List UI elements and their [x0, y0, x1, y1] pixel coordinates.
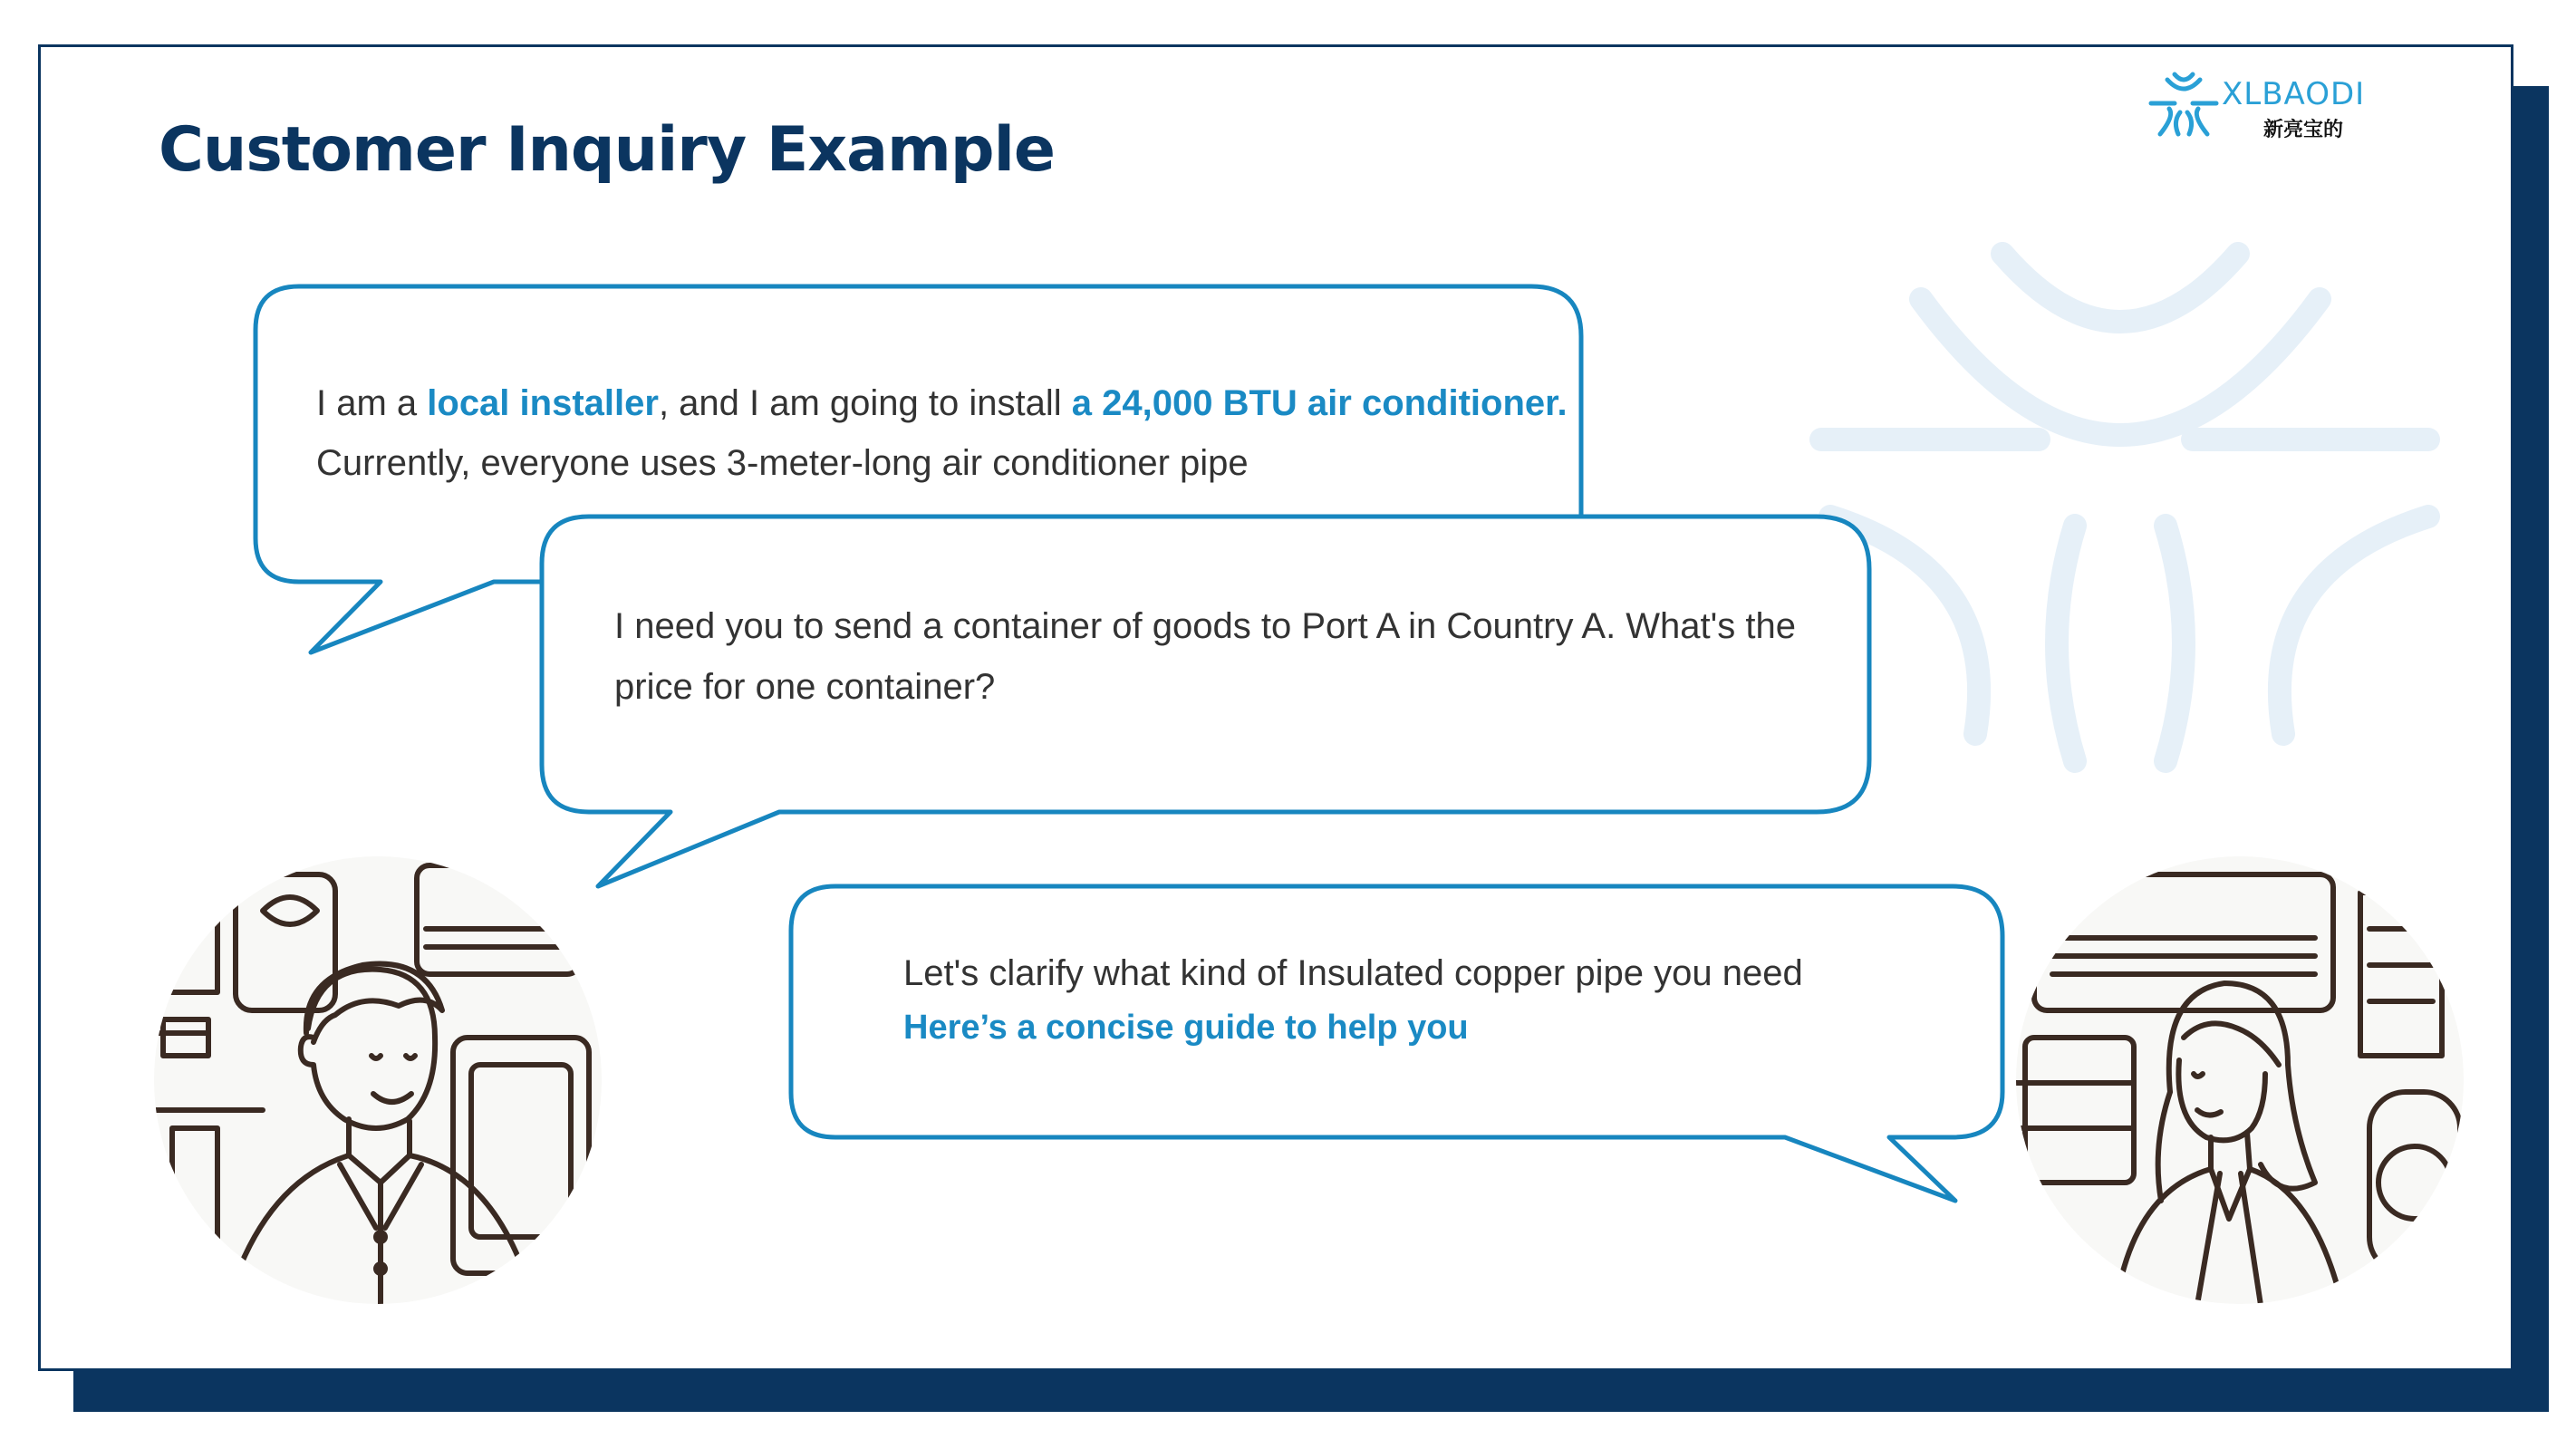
bubble-1-text-a: I am a — [316, 383, 428, 423]
bubble-2-line-2: price for one container? — [614, 667, 996, 707]
highlight-btu-air-conditioner: a 24,000 BTU air conditioner. — [1071, 383, 1568, 423]
customer-avatar-icon — [154, 856, 603, 1305]
bubble-1-line-1 — [316, 373, 1568, 433]
bubble-3-line-2: Here’s a concise guide to help you — [903, 1009, 1469, 1047]
logo-chinese-name: 新亮宝的 — [2263, 118, 2344, 140]
bubble-3-line-1: Let's clarify what kind of Insulated copper pipe you need — [903, 953, 1803, 993]
logo-wordmark: XLBAODI — [2222, 76, 2366, 112]
bubble-1-text-b: , and I am going to install — [658, 383, 1072, 423]
highlight-local-installer: local installer — [427, 383, 659, 423]
sales-rep-avatar-icon — [2016, 856, 2465, 1305]
bubble-1-line-2: Currently, everyone uses 3-meter-long air conditioner pipe — [316, 443, 1249, 483]
slide-title: Customer Inquiry Example — [159, 114, 1055, 186]
bubble-2-line-1: I need you to send a container of goods to Port A in Country A. What's the — [614, 606, 1797, 646]
